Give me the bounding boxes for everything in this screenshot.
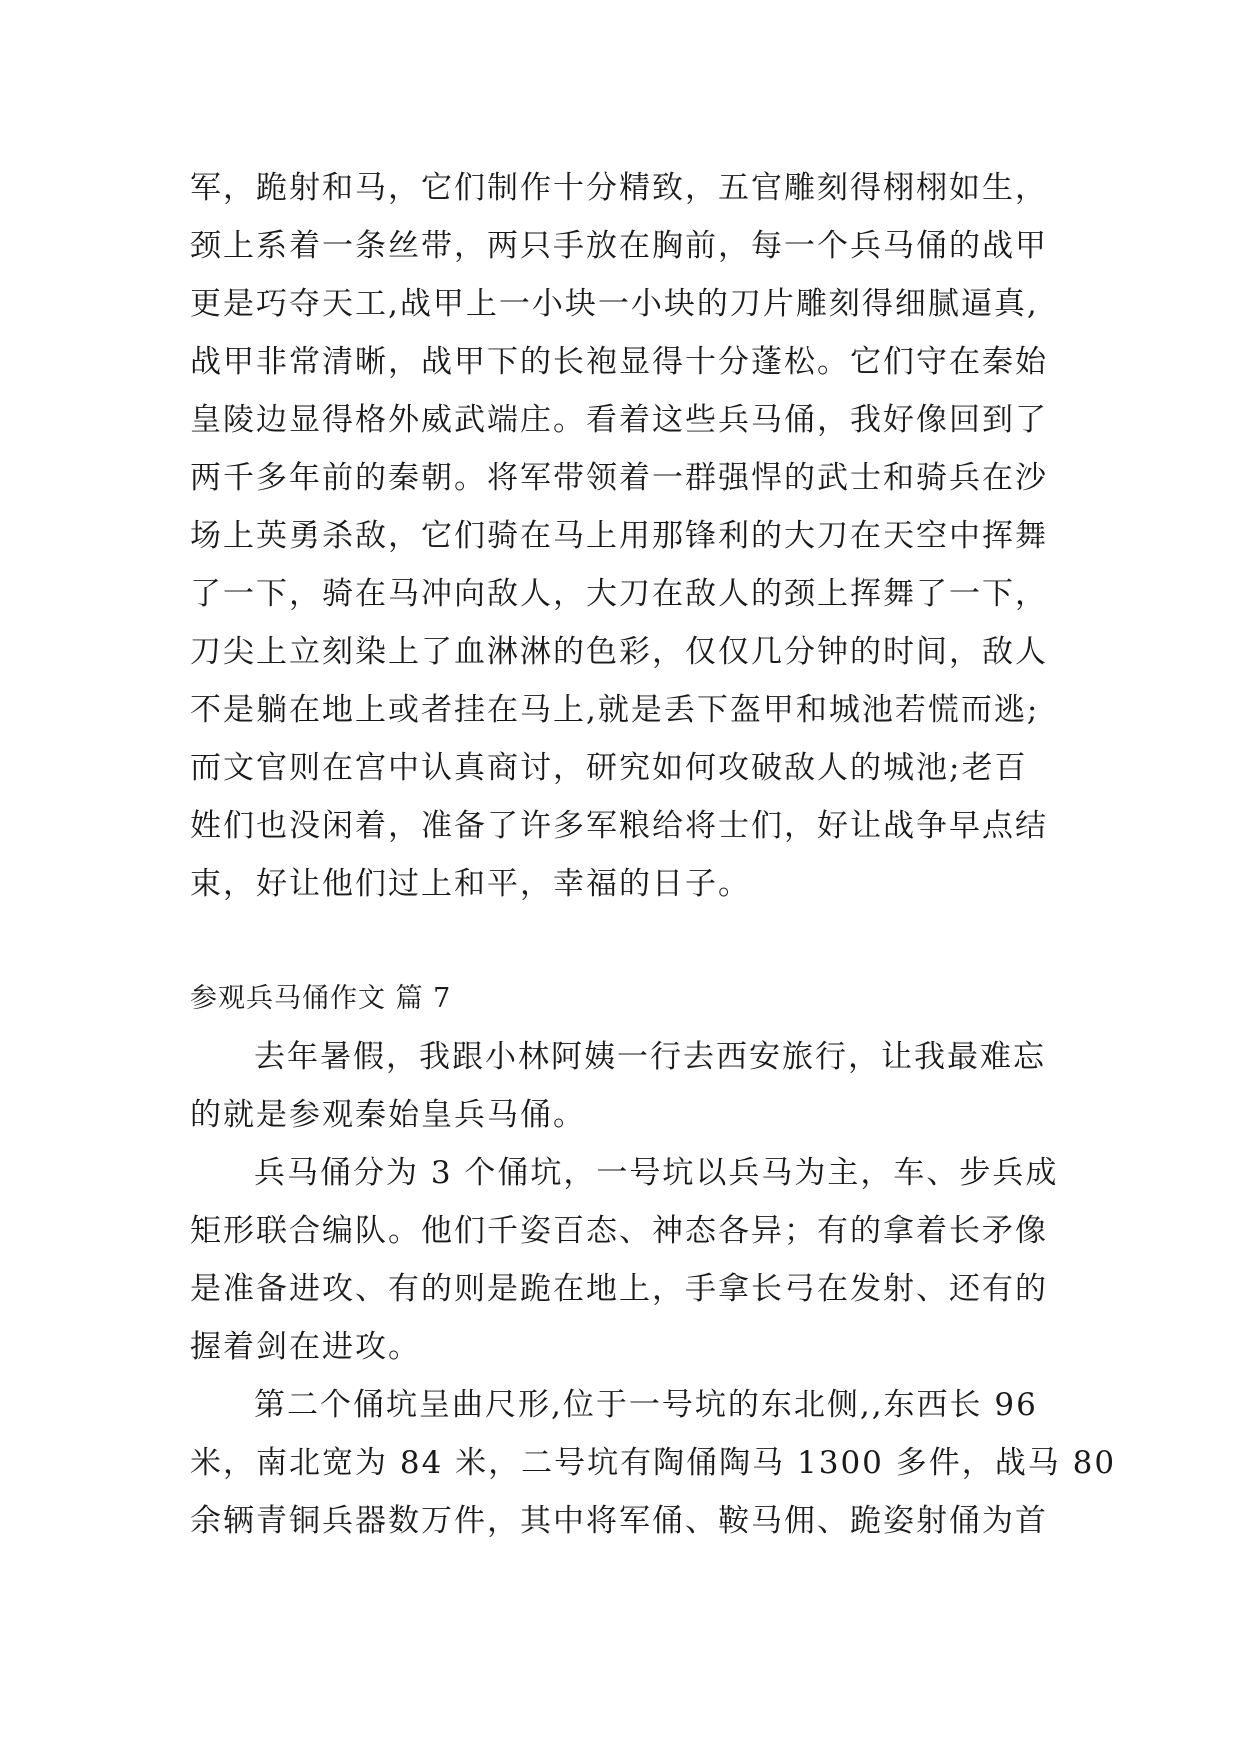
paragraph-line: 了一下，骑在马冲向敌人，大刀在敌人的颈上挥舞了一下， xyxy=(190,576,1048,612)
paragraph-line: 更是巧夺天工,战甲上一小块一小块的刀片雕刻得细腻逼真, xyxy=(190,286,1039,322)
paragraph-line: 矩形联合编队。他们千姿百态、神态各异；有的拿着长矛像 xyxy=(190,1213,1048,1249)
paragraph-line: 去年暑假，我跟小林阿姨一行去西安旅行，让我最难忘 xyxy=(254,1039,1046,1075)
paragraph-line: 颈上系着一条丝带，两只手放在胸前，每一个兵马俑的战甲 xyxy=(190,228,1048,264)
paragraph-line: 两千多年前的秦朝。将军带领着一群强悍的武士和骑兵在沙 xyxy=(190,460,1048,496)
paragraph-line: 不是躺在地上或者挂在马上,就是丢下盔甲和城池若慌而逃; xyxy=(190,692,1040,728)
paragraph-line: 第二个俑坑呈曲尺形,位于一号坑的东北侧,,东西长 96 xyxy=(254,1387,1038,1423)
paragraph-line: 而文官则在宫中认真商讨，研究如何攻破敌人的城池;老百 xyxy=(190,750,1028,786)
paragraph-line: 握着剑在进攻。 xyxy=(190,1329,421,1365)
paragraph-line: 米，南北宽为 84 米，二号坑有陶俑陶马 1300 多件，战马 80 xyxy=(190,1445,1117,1481)
paragraph-line: 束，好让他们过上和平，幸福的日子。 xyxy=(190,866,751,902)
paragraph-line: 军，跪射和马，它们制作十分精致，五官雕刻得栩栩如生， xyxy=(190,170,1048,206)
paragraph-line: 兵马俑分为 3 个俑坑，一号坑以兵马为主，车、步兵成 xyxy=(254,1155,1059,1191)
paragraph-line: 刀尖上立刻染上了血淋淋的色彩，仅仅几分钟的时间，敌人 xyxy=(190,634,1048,670)
paragraph-line: 场上英勇杀敌，它们骑在马上用那锋利的大刀在天空中挥舞 xyxy=(190,518,1048,554)
paragraph-line: 皇陵边显得格外威武端庄。看着这些兵马俑，我好像回到了 xyxy=(190,402,1048,438)
paragraph-line: 余辆青铜兵器数万件，其中将军俑、鞍马佣、跪姿射俑为首 xyxy=(190,1503,1048,1539)
paragraph-line: 战甲非常清晰，战甲下的长袍显得十分蓬松。它们守在秦始 xyxy=(190,344,1048,380)
paragraph-line: 是准备进攻、有的则是跪在地上，手拿长弓在发射、还有的 xyxy=(190,1271,1048,1307)
paragraph-line: 的就是参观秦始皇兵马俑。 xyxy=(190,1097,586,1133)
paragraph-line: 姓们也没闲着，准备了许多军粮给将士们，好让战争早点结 xyxy=(190,808,1048,844)
section-heading: 参观兵马俑作文 篇 7 xyxy=(190,983,452,1014)
